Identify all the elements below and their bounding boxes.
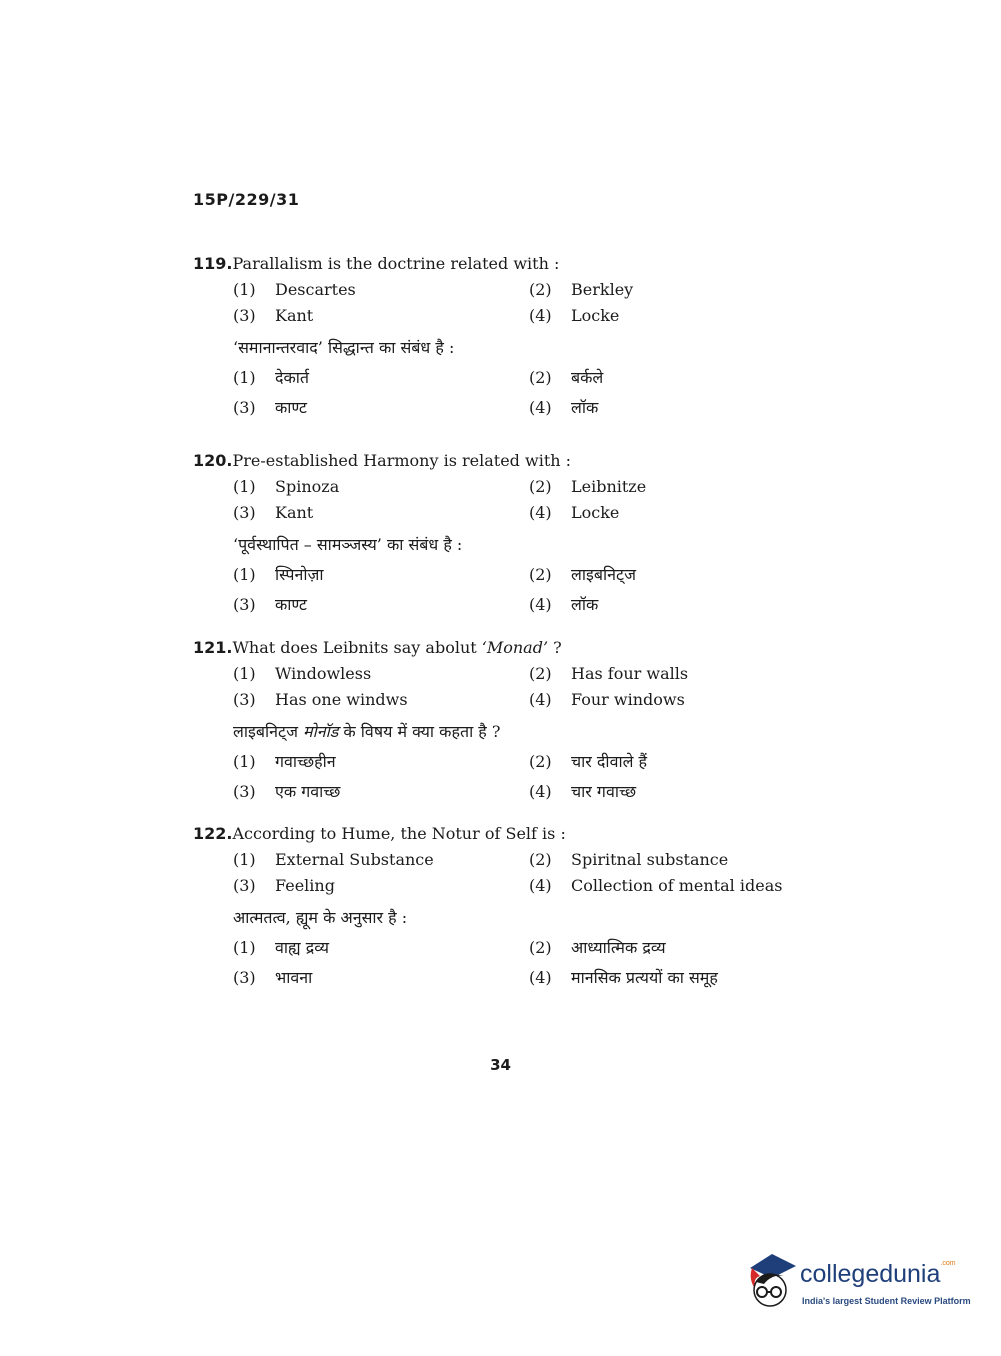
question-number: 120. — [193, 451, 233, 470]
hindi-option-4: (4) चार गवाच्छ — [529, 782, 637, 801]
option-4: (4) Collection of mental ideas — [529, 876, 783, 895]
hindi-option-3: (3) एक गवाच्छ — [233, 782, 341, 801]
hindi-option-4: (4) मानसिक प्रत्ययों का समूह — [529, 968, 718, 987]
hindi-option-4: (4) लॉक — [529, 595, 599, 614]
option-4: (4) Four windows — [529, 690, 685, 709]
question-statement: According to Hume, the Notur of Self is : — [232, 824, 566, 843]
option-4: (4) Locke — [529, 306, 620, 325]
hindi-question-text: आत्मतत्व, ह्यूम के अनुसार है : — [233, 908, 408, 927]
english-options — [193, 279, 913, 331]
option-3: (3) Feeling — [233, 876, 335, 895]
hindi-question-text: ‘पूर्वस्थापित – सामञ्जस्य’ का संबंध है : — [233, 535, 463, 554]
question-number: 121. — [193, 638, 233, 657]
logo-wordmark: collegedunia$^{.com}$ — [800, 1260, 956, 1288]
option-3: (3) Kant — [233, 503, 314, 522]
question-number: 122. — [193, 824, 233, 843]
hindi-options — [193, 365, 913, 423]
paper-code: 15P/229/31 — [193, 190, 300, 209]
mascot-icon — [742, 1250, 802, 1312]
question-statement: Pre-established Harmony is related with : — [232, 451, 572, 470]
english-options — [193, 849, 913, 901]
hindi-option-2: (2) बर्कले — [529, 368, 604, 387]
hindi-options — [193, 935, 913, 993]
question-text — [193, 253, 913, 279]
option-3: (3) Kant — [233, 306, 314, 325]
question-122 — [193, 823, 913, 993]
hindi-option-1: (1) देकार्त — [233, 368, 310, 387]
english-options — [193, 476, 913, 528]
hindi-options — [193, 749, 913, 807]
question-120 — [193, 450, 913, 620]
question-text: 121.What does Leibnits say abolut ‘Monad’ ? — [193, 638, 562, 657]
option-1: (1) Descartes — [233, 280, 356, 299]
monad-term: ‘Monad’ — [481, 638, 549, 657]
collegedunia-logo — [742, 1250, 972, 1320]
hindi-option-1: (1) गवाच्छहीन — [233, 752, 336, 771]
hindi-option-2: (2) लाइबनिट्ज — [529, 565, 636, 584]
option-2: (2) Leibnitze — [529, 477, 647, 496]
option-1: (1) Spinoza — [233, 477, 340, 496]
option-2: (2) Has four walls — [529, 664, 689, 683]
question-119 — [193, 253, 913, 423]
hindi-options — [193, 562, 913, 620]
hindi-question-text: लाइबनिट्ज मोनॉड के विषय में क्या कहता है ? — [233, 722, 501, 741]
question-121 — [193, 637, 913, 807]
option-4: (4) Locke — [529, 503, 620, 522]
hindi-option-3: (3) काण्ट — [233, 595, 307, 614]
option-1: (1) Windowless — [233, 664, 372, 683]
question-number: 119. — [193, 254, 233, 273]
hindi-option-1: (1) वाह्य द्रव्य — [233, 938, 329, 957]
hindi-question-text: ‘समानान्तरवाद’ सिद्धान्त का संबंध है : — [233, 338, 455, 357]
hindi-option-1: (1) स्पिनोज़ा — [233, 565, 324, 584]
option-2: (2) Berkley — [529, 280, 634, 299]
hindi-option-2: (2) आध्यात्मिक द्रव्य — [529, 938, 666, 957]
page-number: 34 — [490, 1056, 511, 1074]
option-1: (1) External Substance — [233, 850, 434, 869]
hindi-option-2: (2) चार दीवाले हैं — [529, 752, 648, 771]
hindi-option-3: (3) काण्ट — [233, 398, 307, 417]
hindi-option-3: (3) भावना — [233, 968, 313, 987]
hindi-option-4: (4) लॉक — [529, 398, 599, 417]
english-options — [193, 663, 913, 715]
question-statement: Parallalism is the doctrine related with : — [232, 254, 560, 273]
question-text — [193, 823, 913, 849]
option-3: (3) Has one windws — [233, 690, 408, 709]
option-2: (2) Spiritnal substance — [529, 850, 729, 869]
question-text — [193, 450, 913, 476]
logo-tagline: India's largest Student Review Platform — [802, 1296, 971, 1306]
